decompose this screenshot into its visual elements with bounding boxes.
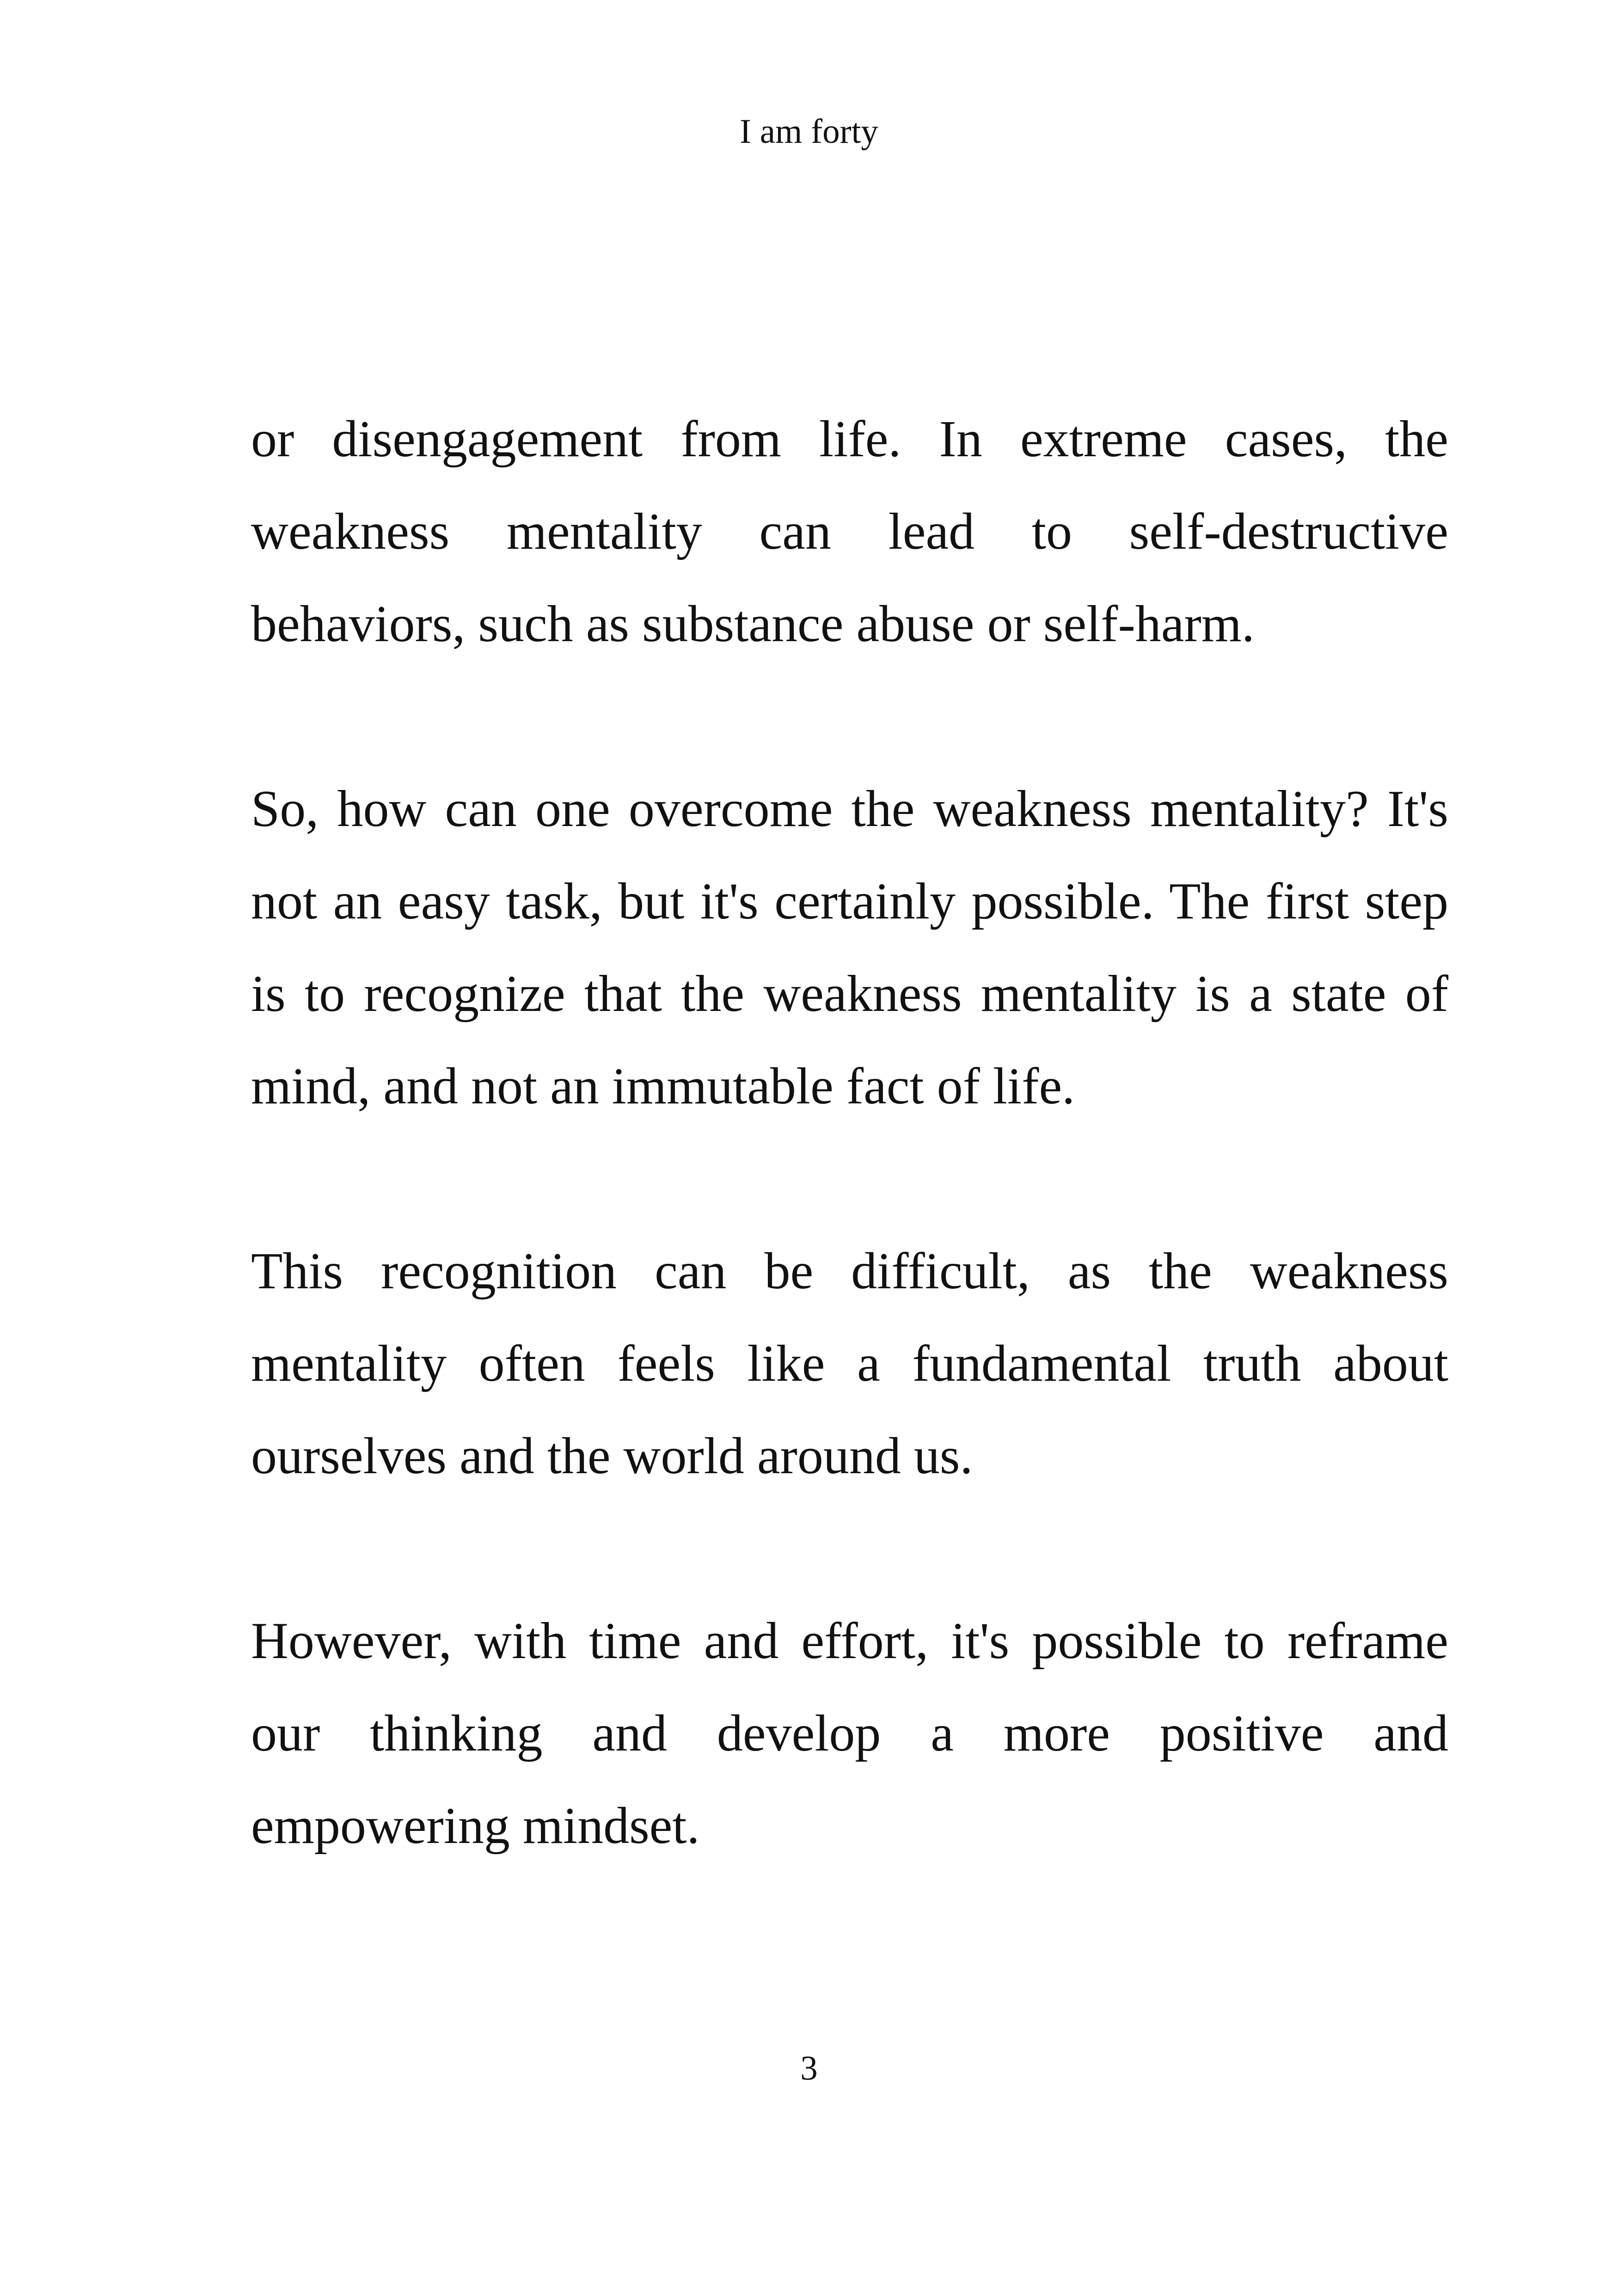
running-header: I am forty	[740, 112, 878, 151]
paragraph-2: So, how can one overcome the weakness mentality? It's not an easy task, but it's certainly possible. The first step is to recognize that the weakness mentality is a state of mind, and not an immutable fact of life.	[251, 780, 1448, 1115]
page-number: 3	[800, 2049, 818, 2088]
body-text	[251, 393, 1448, 1872]
paragraph-1: or disengagement from life. In extreme cases, the weakness mentality can lead to self-destructive behaviors, such as substance abuse or self-harm.	[251, 410, 1448, 653]
paragraph-4: However, with time and effort, it's possible to reframe our thinking and develop a more positive and empowering mindset.	[251, 1612, 1448, 1855]
paragraph-3: This recognition can be difficult, as the weakness mentality often feels like a fundamental truth about ourselves and the world around us.	[251, 1243, 1448, 1485]
